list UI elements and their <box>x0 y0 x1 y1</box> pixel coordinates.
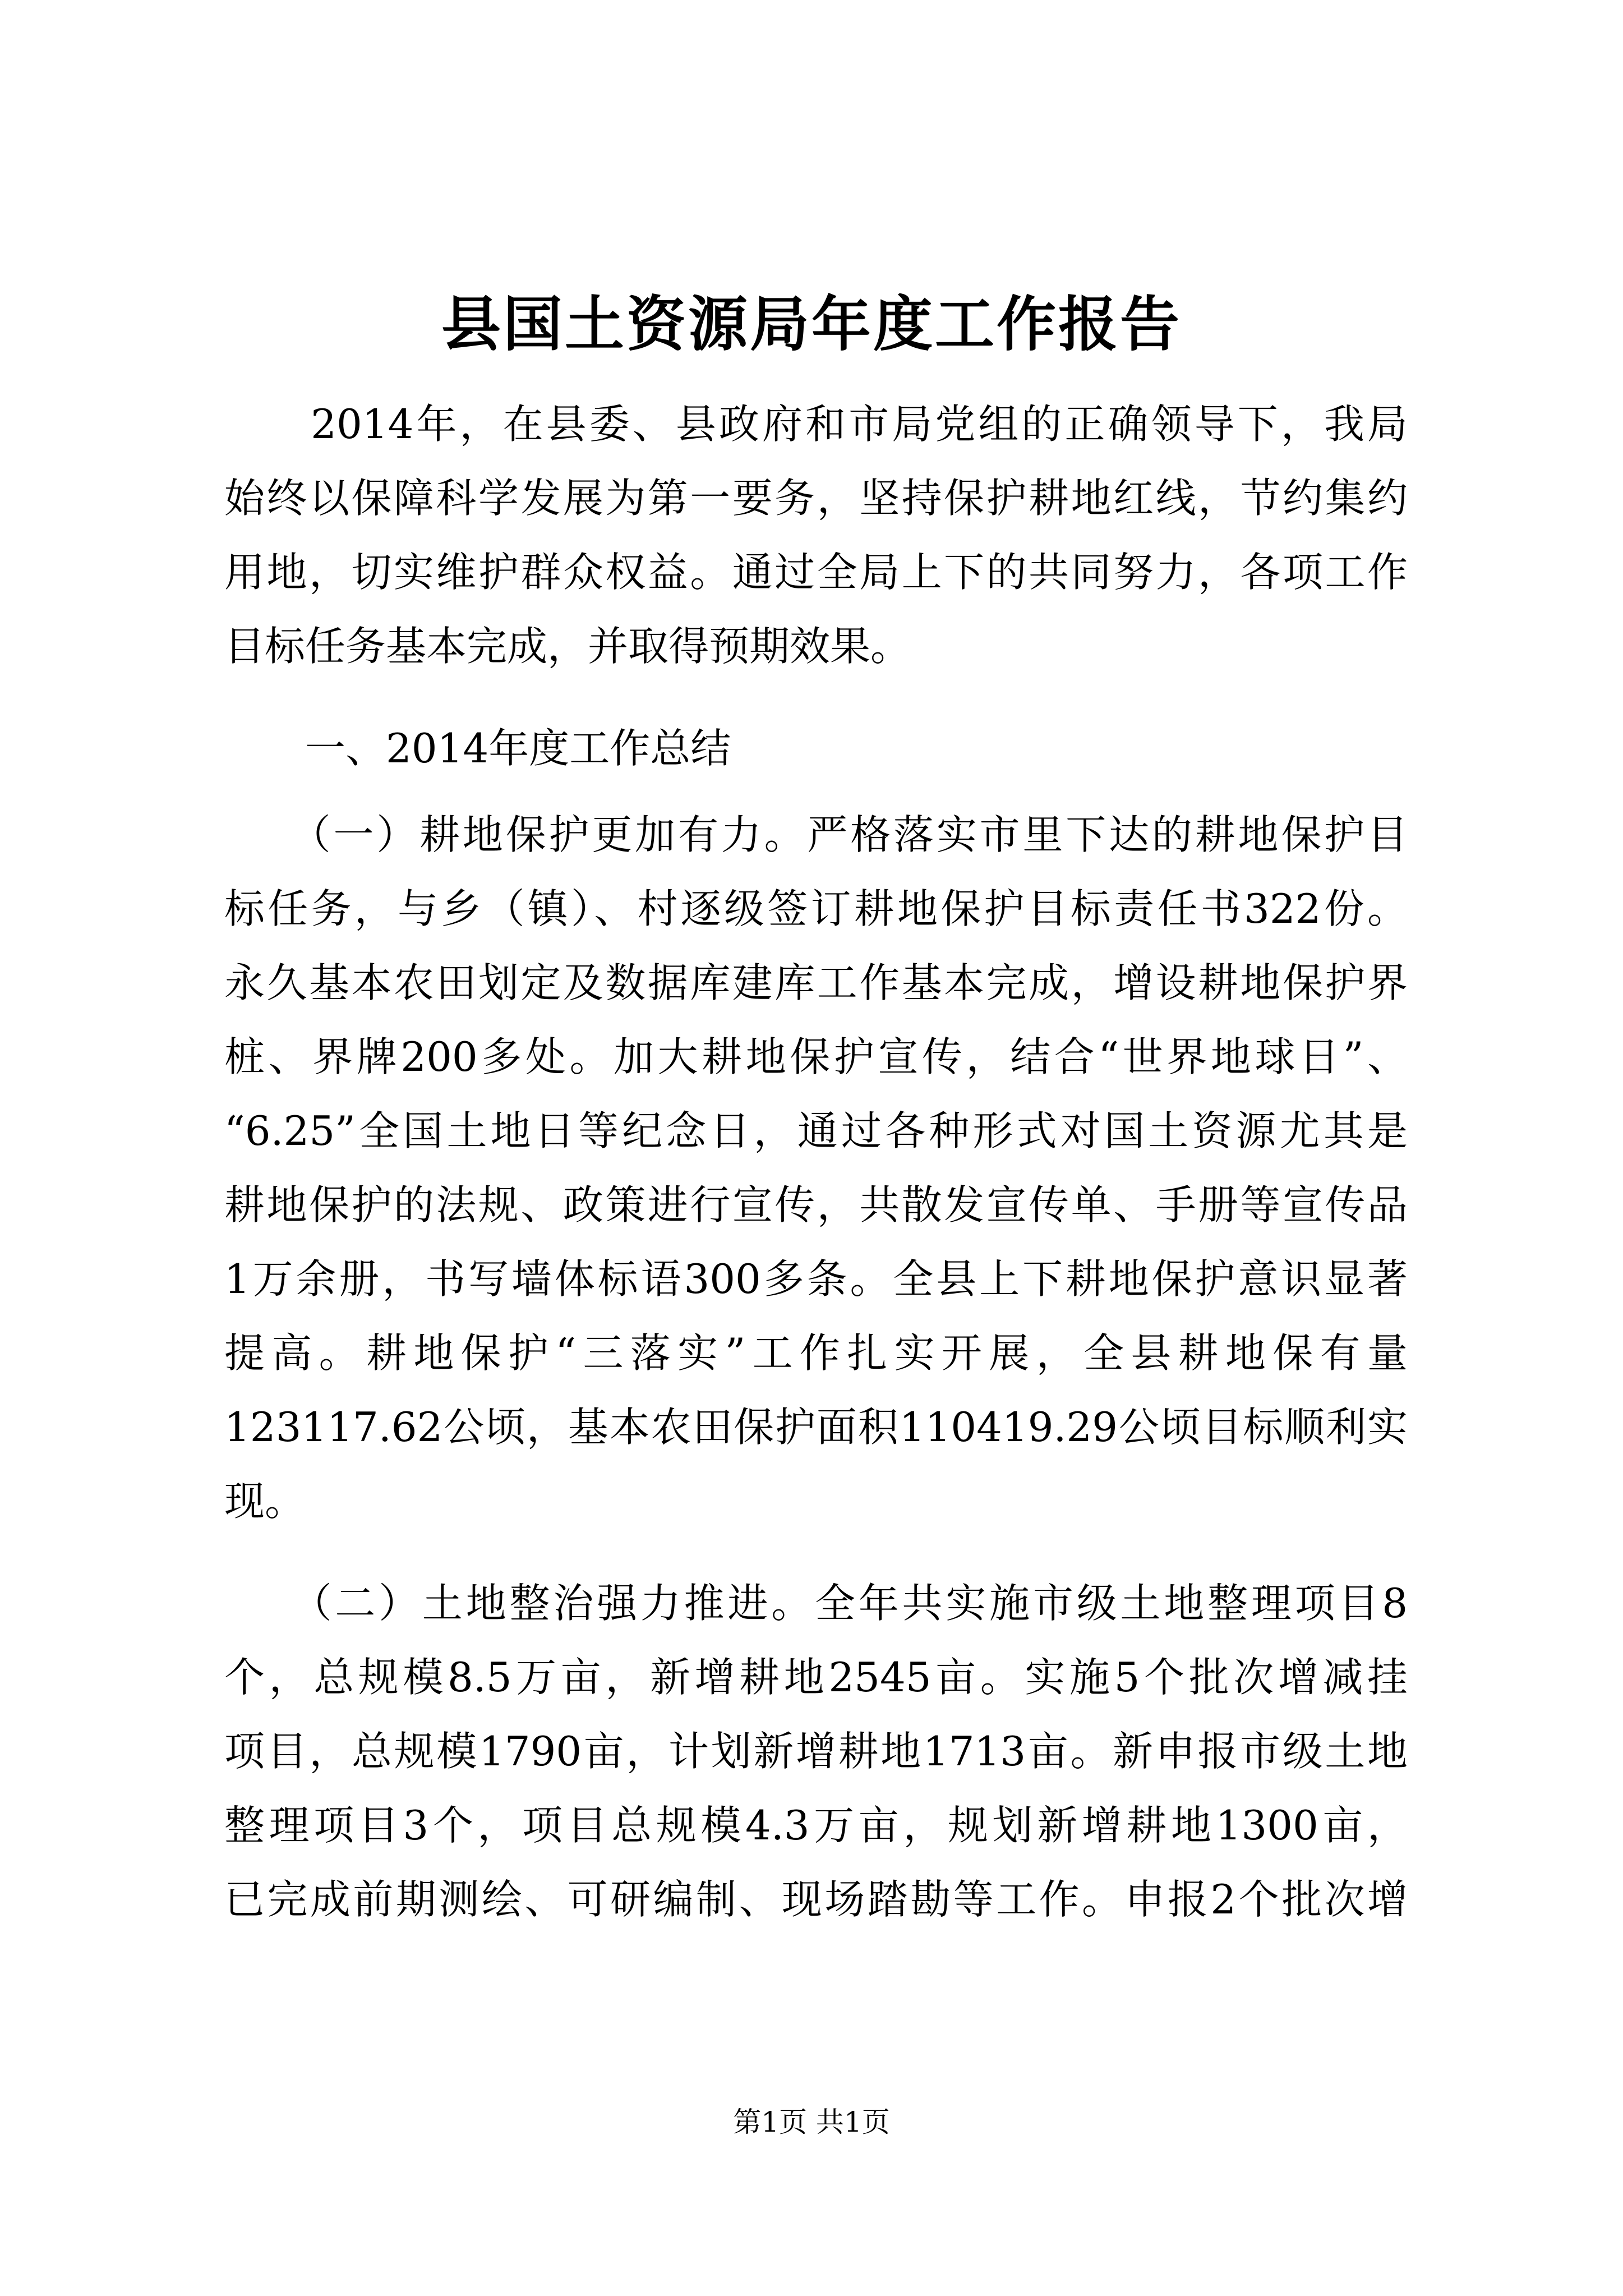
paragraph-line: “6.25”全国土地日等纪念日，通过各种形式对国土资源尤其是 <box>224 1107 1408 1154</box>
document-title: 县国土资源局年度工作报告 <box>441 289 1182 359</box>
paragraph-line: 标任务，与乡（镇）、村逐级签订耕地保护目标责任书322份。 <box>224 885 1408 932</box>
paragraph-line: 个，总规模8.5万亩，新增耕地2545亩。实施5个批次增减挂 <box>224 1654 1408 1701</box>
paragraph-line: 已完成前期测绘、可研编制、现场踏勘等工作。申报2个批次增 <box>224 1876 1408 1923</box>
paragraph-line: 2014年，在县委、县政府和市局党组的正确领导下，我局 <box>224 401 1408 448</box>
paragraph-line: 整理项目3个，项目总规模4.3万亩，规划新增耕地1300亩， <box>224 1802 1408 1849</box>
paragraph-line: 目标任务基本完成，并取得预期效果。 <box>224 623 911 670</box>
paragraph-line: 始终以保障科学发展为第一要务，坚持保护耕地红线，节约集约 <box>224 475 1408 522</box>
paragraph-line: （一）耕地保护更加有力。严格落实市里下达的耕地保护目 <box>224 811 1408 858</box>
paragraph-line: 123117.62公顷，基本农田保护面积110419.29公顷目标顺利实 <box>224 1404 1408 1451</box>
page-footer: 第1页 共1页 <box>733 2106 890 2138</box>
paragraph-line: 项目，总规模1790亩，计划新增耕地1713亩。新申报市级土地 <box>224 1728 1408 1775</box>
section-heading: 一、2014年度工作总结 <box>224 725 731 772</box>
paragraph-line: 用地，切实维护群众权益。通过全局上下的共同努力，各项工作 <box>224 549 1408 596</box>
paragraph-line: （二）土地整治强力推进。全年共实施市级土地整理项目8 <box>224 1580 1408 1627</box>
paragraph-line: 1万余册，书写墙体标语300多条。全县上下耕地保护意识显著 <box>224 1255 1408 1303</box>
paragraph-line: 耕地保护的法规、政策进行宣传，共散发宣传单、手册等宣传品 <box>224 1181 1408 1228</box>
paragraph-line: 现。 <box>224 1478 306 1525</box>
paragraph-line: 提高。耕地保护“三落实”工作扎实开展，全县耕地保有量 <box>224 1329 1408 1377</box>
paragraph-line: 桩、界牌200多处。加大耕地保护宣传，结合“世界地球日”、 <box>224 1033 1408 1080</box>
paragraph-line: 永久基本农田划定及数据库建库工作基本完成，增设耕地保护界 <box>224 959 1408 1006</box>
